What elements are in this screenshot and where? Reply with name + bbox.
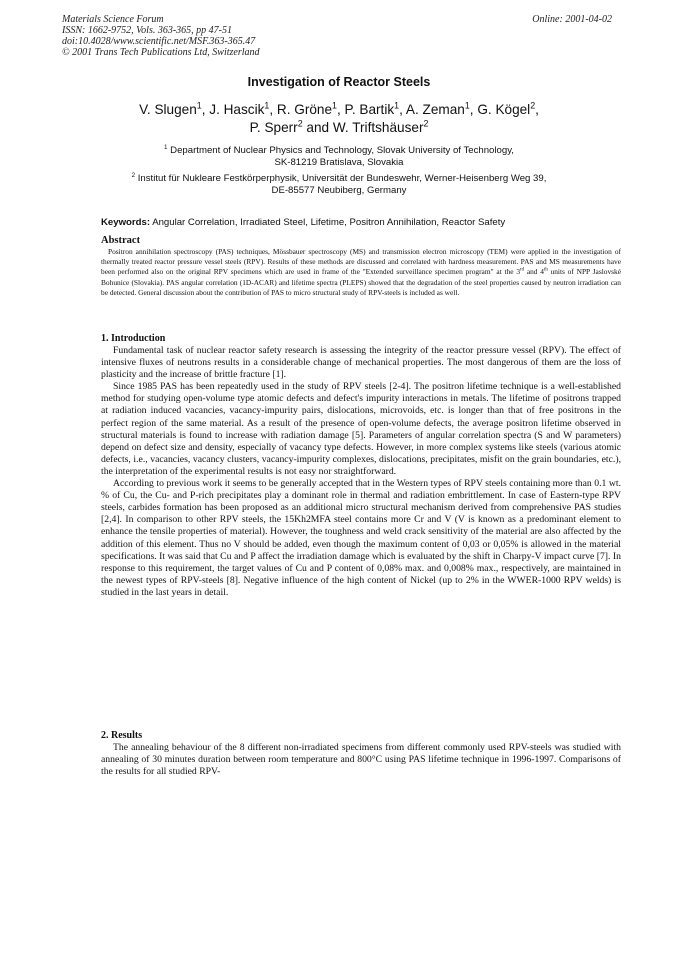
author: A. Zeman$^1$, (405, 100, 478, 117)
keywords-text: Angular Correlation, Irradiated Steel, Lifetime, Positron Annihilation, Reactor Safety (152, 217, 506, 228)
abstract (101, 235, 621, 298)
author: J. Hascik$^1$, (209, 100, 277, 117)
keywords (101, 217, 621, 228)
paper-title: Investigation of Reactor Steels (247, 75, 431, 89)
author-line-2 (62, 119, 616, 137)
affiliation-1: $^1$ Department of Nuclear Physics and Technology, Slovak University of Technology, SK-81219 Bratislava, Slovakia (164, 143, 514, 168)
doi-line: doi:10.4028/www.scientific.net/MSF.363-365.47 (62, 36, 256, 47)
paragraph: According to previous work it seems to be generally accepted that in the Western types of RPV steels containing more than 0.1 wt. % of Cu, the Cu- and P-rich precipitates play a dominant role in thermal and radiation embrittlement. In case of Eastern-type RPV steels, carbides formation has been proposed as an additional micro structural mechanism derived from comprehensive PAS studies [2,4]. In comparison to other RPV steels, the 15Kh2MFA steel contains more Cr and V (V is known as a predominant element to enhance the tensile properties of material). However, the toughness and weld crack sensitivity of the material are also affected by the addition of this element. Thus no V should be added, even though the maximum content of 0,03 or 0,05% is allowed in the material specifications. It was said that Cu and P affect the irradiation damage which is evaluated by the shift in Charpy-V impact curve [7]. In response to this requirement, the target values of Cu and P content of 0,08% max. and 0,008% max., respectively, are maintained in the newest types of RPV-steels [8]. Negative influence of the high content of Nickel (up to 2% in the WWER-1000 RPV welds) is studied in the last years in detail. (101, 478, 621, 598)
author-list (62, 101, 616, 137)
paragraph: The annealing behaviour of the 8 different non-irradiated specimens from different commonly used RPV-steels was studied with annealing of 30 minutes duration between room temperature and 800°C using PAS lifetime technique in 1996-1997. Comparisons of the results for all studied RPV- (101, 742, 621, 778)
copyright-line: © 2001 Trans Tech Publications Ltd, Switzerland (62, 47, 260, 58)
journal-name: Materials Science Forum (62, 14, 164, 25)
introduction-section (101, 333, 621, 599)
abstract-text: Positron annihilation spectroscopy (PAS) techniques, Mössbauer spectroscopy (MS) and transmission electron microscopy (TEM) were applied in the investigation of thermally treated reactor pressure vessel steels (RPV). Results of these methods are discussed and correlated with hardness measurement. PAS and MS measurements have been performed also on the original RPV specimens which are used in frame of the "Extended surveillance specimen program" at the 3rd and 4th units of NPP Jaslovské Bohunice (Slovakia). PAS angular correlation (1D-ACAR) and lifetime spectra (PLEPS) showed that the degradation of the steel properties caused by neutron irradiation can be detected. General discussion about the contribution of PAS to micro structural study of RPV-steels is included as well. (101, 247, 622, 297)
journal-header (62, 14, 260, 58)
author: W. Triftshäuser$^2$ (332, 118, 429, 135)
author: P. Sperr$^2$ and (249, 118, 333, 135)
author: R. Gröne$^1$, (276, 100, 345, 117)
keywords-label: Keywords: (101, 217, 151, 228)
abstract-heading: Abstract (101, 235, 141, 246)
section-heading: 2. Results (101, 730, 143, 741)
paragraph: Since 1985 PAS has been repeatedly used in the study of RPV steels [2-4]. The positron lifetime technique is a well-established method for studying open-volume type atomic defects and defect's impurity interactions in metals. The lifetime of positrons trapped at radiation induced vacancies, vacancy-impurity pairs, dislocations, microvoids, etc. is longer than that of free positrons in the perfect region of the same material. As a result of the presence of open-volume defects, the average positron lifetime observed in structural materials is found to increase with radiation damage [5]. Parameters of angular correlation spectra (S and W parameters) depend on defect size and density, especially of vacancy type defects. However, in more complex systems like steels (various atomic defects, i.e., vacancies, vacancy clusters, vacancy-impurity complexes, dislocations, precipitates, misfit on the grain boundaries, etc.), the interpretation of the experimental results is not easy nor straightforward. (101, 381, 621, 477)
affiliation-2: $^2$ Institut für Nukleare Festkörperphysik, Universität der Bundeswehr, Werner-Heisenberg Weg 39, DE-85577 Neubiberg, Germany (131, 171, 547, 196)
results-section (101, 730, 621, 778)
author: V. Slugen$^1$, (139, 100, 210, 117)
online-date: Online: 2001-04-02 (532, 14, 612, 25)
issn-line: ISSN: 1662-9752, Vols. 363-365, pp 47-51 (62, 25, 232, 36)
author: P. Bartik$^1$, (344, 100, 406, 117)
section-heading: 1. Introduction (101, 333, 166, 344)
author: G. Kögel$^2$, (477, 100, 539, 117)
paragraph: Fundamental task of nuclear reactor safety research is assessing the integrity of the reactor pressure vessel (RPV). The effect of intensive fluxes of neutrons results in a considerable change of mechanical properties. The most dangerous of them are the loss of plasticity and the increase of brittle fracture [1]. (101, 345, 621, 381)
author-line-1 (62, 101, 616, 119)
